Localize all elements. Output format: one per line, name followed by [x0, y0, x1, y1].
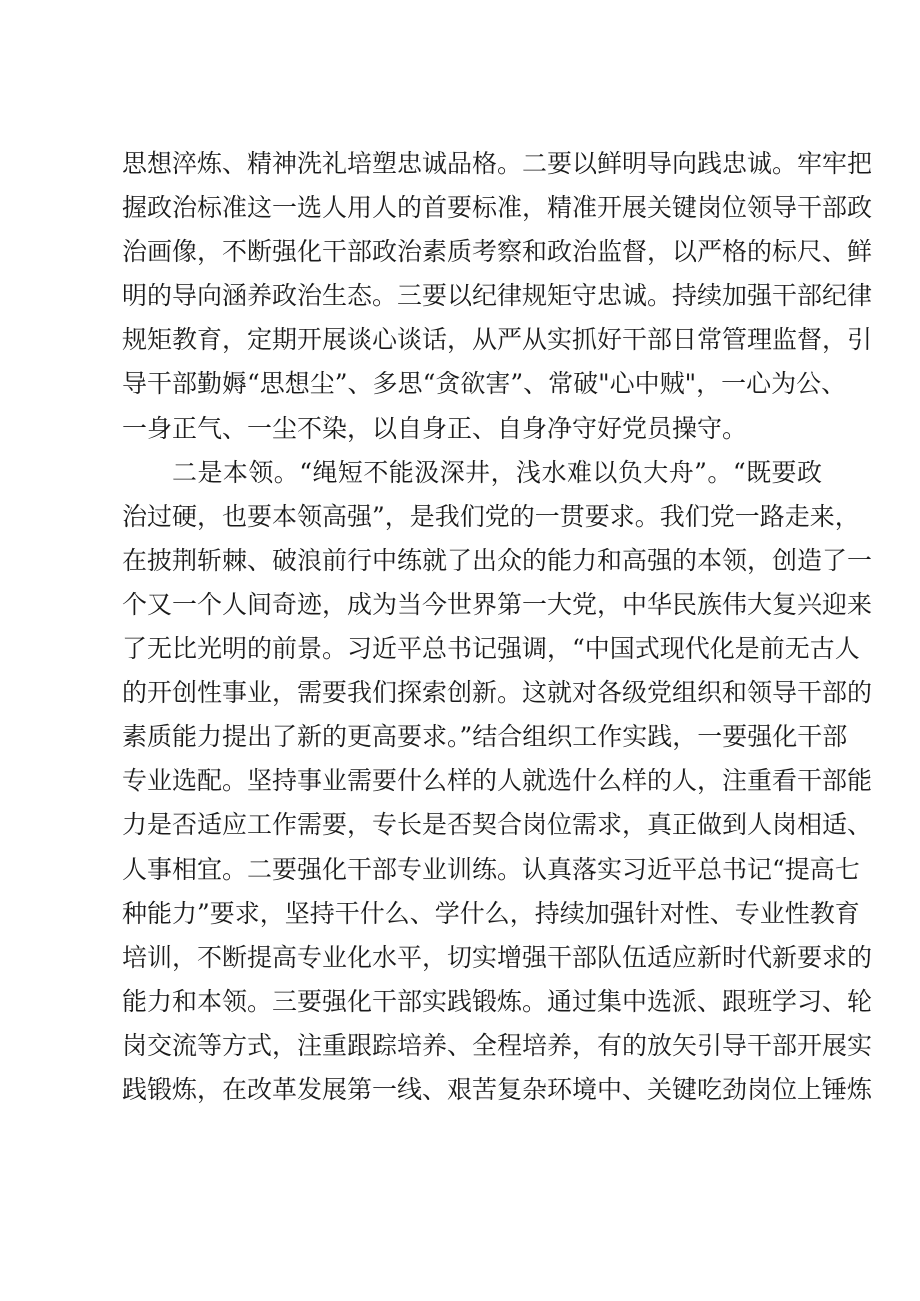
text-line: 培训，不断提高专业化水平，切实增强干部队伍适应新时代新要求的 — [122, 942, 873, 972]
text-line: 在披荆斩棘、破浪前行中练就了出众的能力和高强的本领，创造了一 — [122, 545, 873, 575]
text-line: 岗交流等方式，注重跟踪培养、全程培养，有的放矢引导干部开展实 — [122, 1030, 873, 1060]
text-line: 治画像，不断强化干部政治素质考察和政治监督，以严格的标尺、鲜 — [122, 237, 873, 267]
paragraph-1 — [122, 142, 873, 451]
text-line: 种能力”要求，坚持干什么、学什么，持续加强针对性、专业性教育 — [122, 898, 860, 928]
text-line: 力是否适应工作需要，专长是否契合岗位需求，真正做到人岗相适、 — [122, 810, 873, 840]
text-line: 人事相宜。二要强化干部专业训练。认真落实习近平总书记“提高七 — [122, 854, 860, 884]
text-line: 握政治标准这一选人用人的首要标准，精准开展关键岗位领导干部政 — [122, 193, 873, 223]
text-line: 了无比光明的前景。习近平总书记强调，“中国式现代化是前无古人 — [122, 634, 860, 664]
text-line: 明的导向涵养政治生态。三要以纪律规矩守忠诚。持续加强干部纪律 — [122, 281, 873, 311]
text-line: 素质能力提出了新的更高要求。”结合组织工作实践，一要强化干部 — [122, 722, 848, 752]
body-text — [122, 142, 873, 1112]
text-line: 一身正气、一尘不染，以自身正、自身净守好党员操守。 — [122, 413, 748, 443]
text-line: 导干部勤媷“思想尘”、多思“贪欲害”、常破"心中贼"，一心为公、 — [122, 369, 847, 399]
text-line: 的开创性事业，需要我们探索创新。这就对各级党组织和领导干部的 — [122, 678, 873, 708]
text-line: 践锻炼，在改革发展第一线、艰苦复杂环境中、关键吃劲岗位上锤炼 — [122, 1074, 873, 1104]
text-line: 规矩教育，定期开展谈心谈话，从严从实抓好干部日常管理监督，引 — [122, 325, 873, 355]
text-line: 治过硬，也要本领高强”，是我们党的一贯要求。我们党一路走来， — [122, 501, 860, 531]
text-line: 二是本领。“绳短不能汲深井，浅水难以负大舟”。“既要政 — [172, 457, 822, 487]
text-line: 个又一个人间奇迹，成为当今世界第一大党，中华民族伟大复兴迎来 — [122, 589, 873, 619]
text-line: 能力和本领。三要强化干部实践锻炼。通过集中选派、跟班学习、轮 — [122, 986, 873, 1016]
paragraph-2 — [122, 451, 873, 1112]
text-line: 专业选配。坚持事业需要什么样的人就选什么样的人，注重看干部能 — [122, 766, 873, 796]
text-line: 思想淬炼、精神洗礼培塑忠诚品格。二要以鲜明导向践忠诚。牢牢把 — [122, 149, 873, 178]
